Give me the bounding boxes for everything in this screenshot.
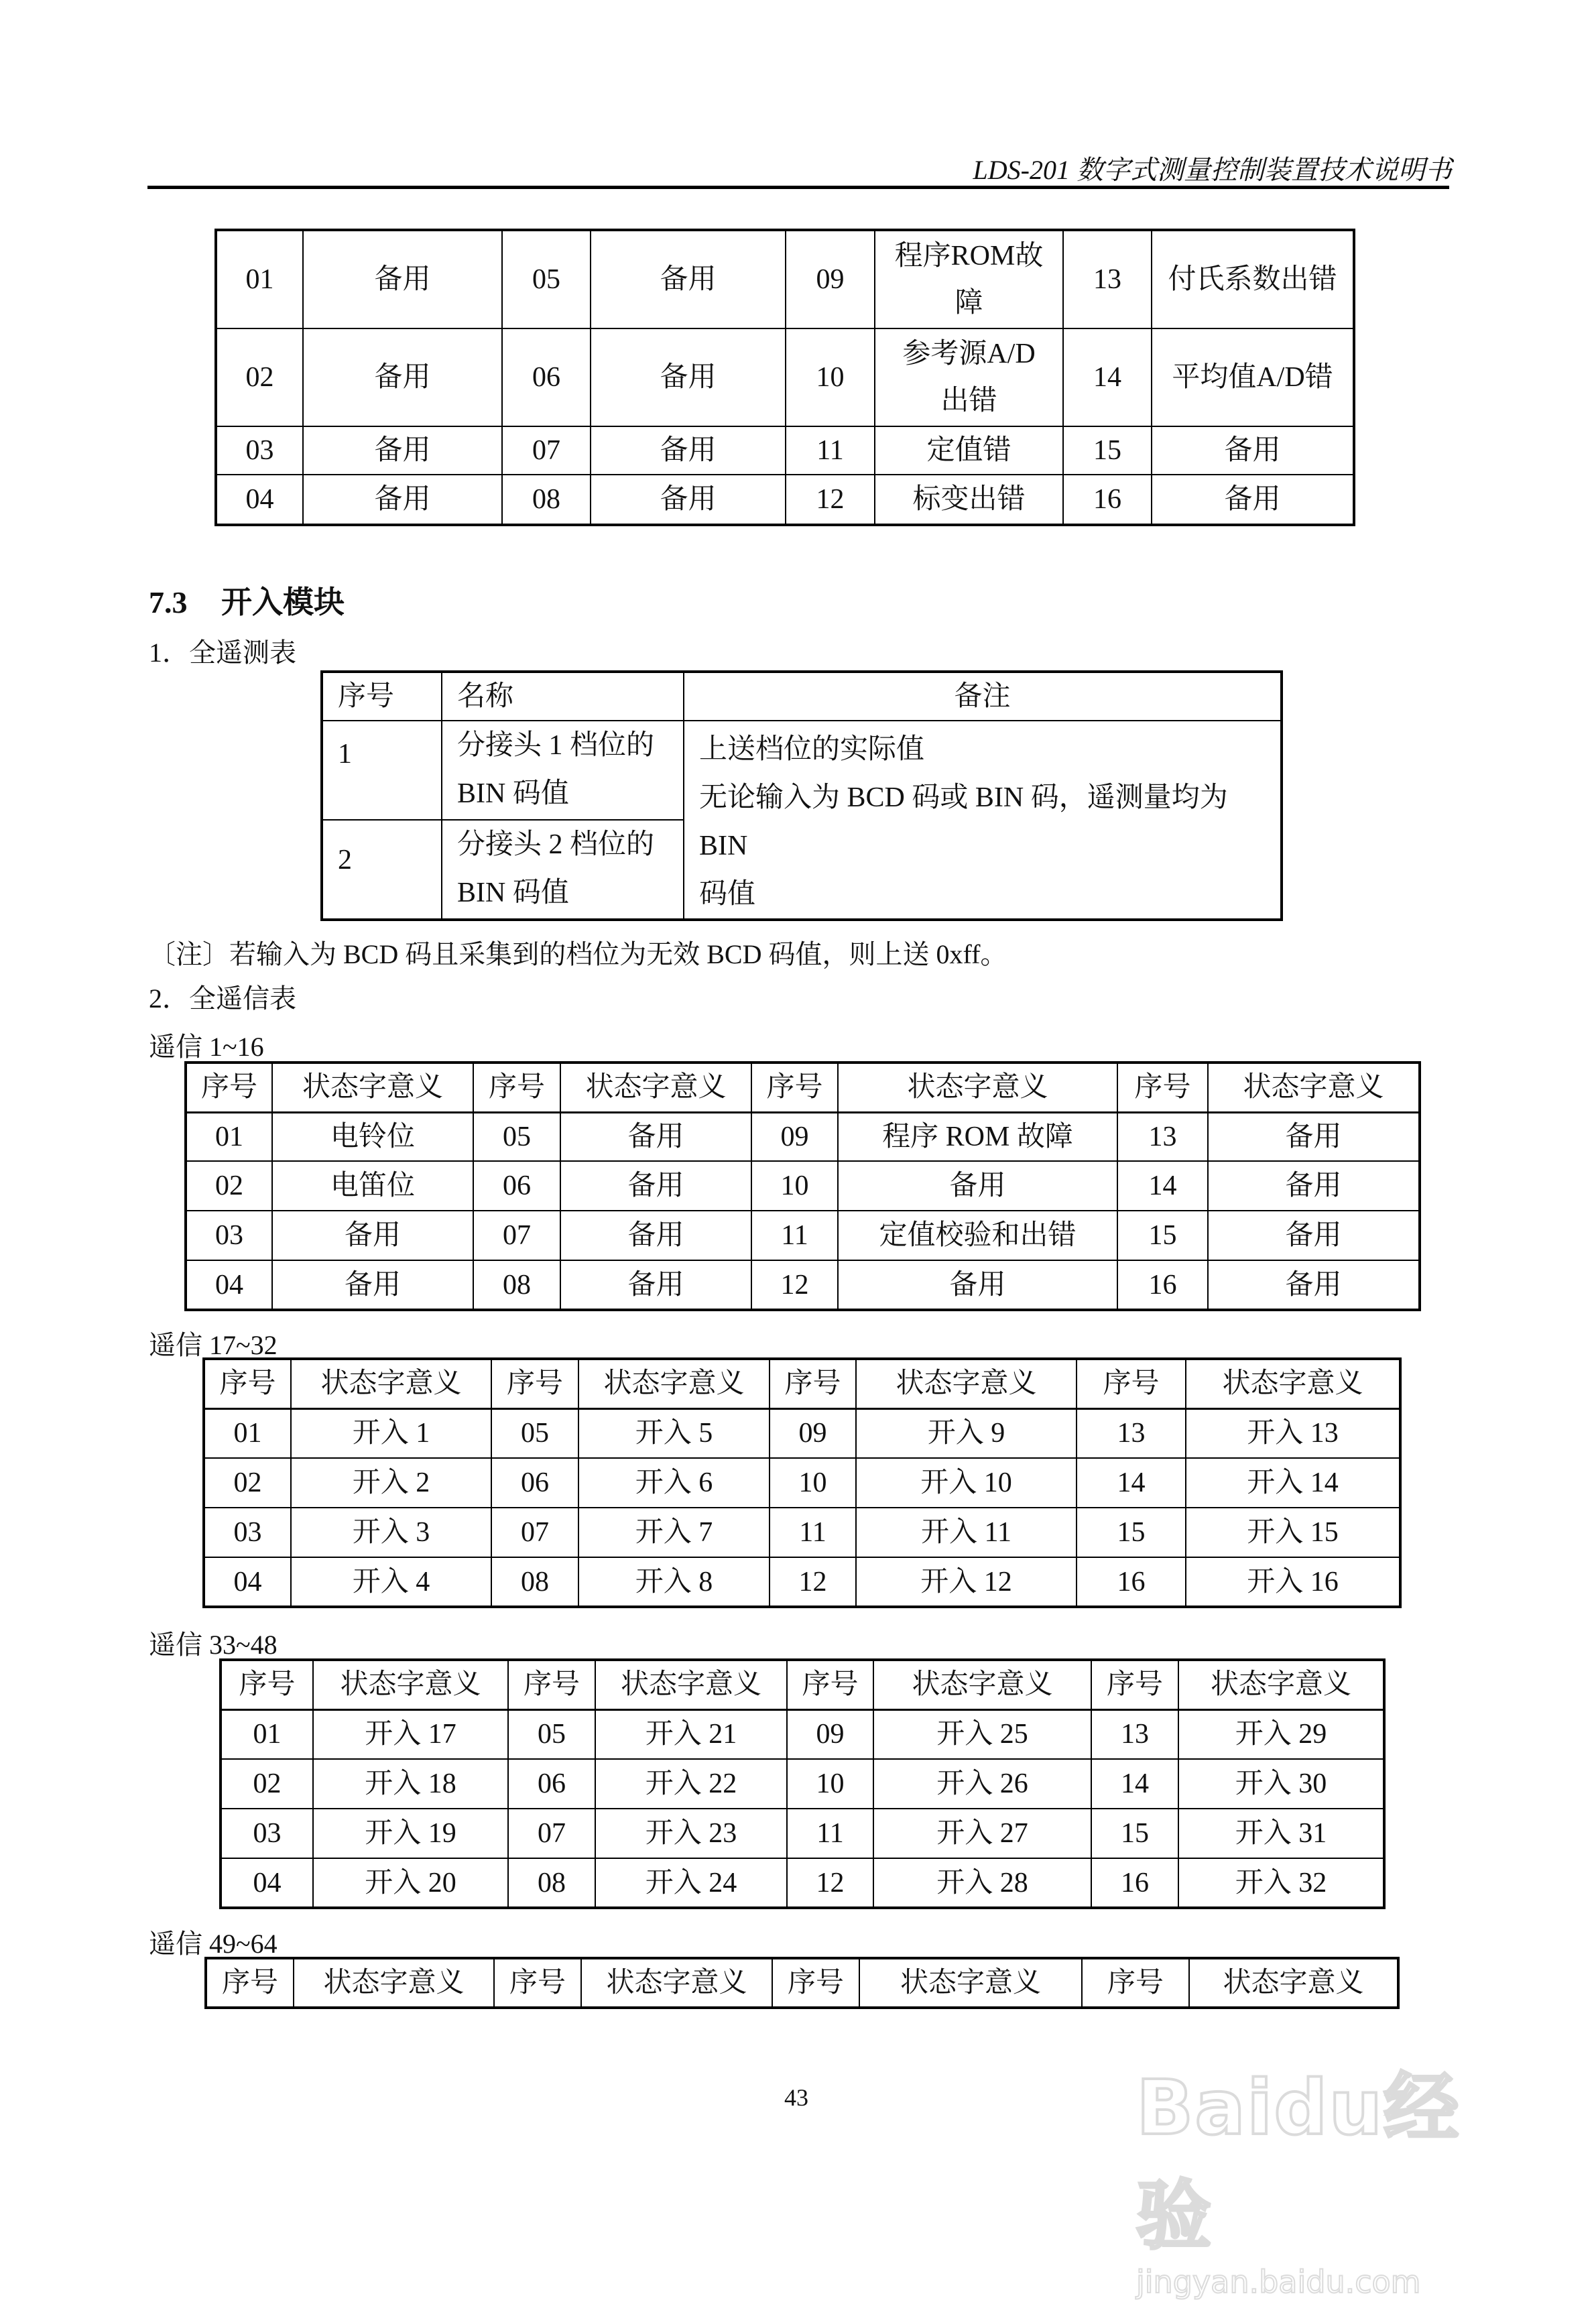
header-index: 序号 bbox=[206, 1958, 294, 2008]
cell-meaning: 开入 17 bbox=[313, 1709, 508, 1759]
cell-index: 16 bbox=[1077, 1557, 1186, 1607]
cell-meaning: 开入 27 bbox=[873, 1809, 1091, 1858]
header-index: 序号 bbox=[1091, 1660, 1178, 1709]
cell-meaning: 开入 7 bbox=[578, 1508, 770, 1557]
cell-index: 06 bbox=[508, 1759, 595, 1809]
header-meaning: 状态字意义 bbox=[272, 1063, 473, 1112]
cell-index: 13 bbox=[1117, 1112, 1208, 1161]
telemetry-heading: 1．全遥测表 bbox=[149, 638, 296, 668]
cell-index: 11 bbox=[751, 1211, 838, 1260]
cell-index: 05 bbox=[473, 1112, 560, 1161]
section-number: 7.3 bbox=[149, 585, 188, 619]
section-heading bbox=[149, 578, 345, 622]
cell-meaning: 备用 bbox=[303, 230, 502, 328]
cell-meaning: 开入 22 bbox=[595, 1759, 787, 1809]
cell-meaning: 备用 bbox=[1152, 475, 1354, 525]
cell-index: 2 bbox=[322, 820, 442, 920]
header-index: 序号 bbox=[186, 1063, 272, 1112]
header-index: 序号 bbox=[508, 1660, 595, 1709]
cell-meaning: 开入 20 bbox=[313, 1858, 508, 1908]
table-header-row bbox=[204, 1359, 1400, 1408]
table-row bbox=[216, 475, 1354, 525]
cell-index: 05 bbox=[508, 1709, 595, 1759]
cell-meaning: 备用 bbox=[838, 1260, 1117, 1310]
cell-meaning: 电铃位 bbox=[272, 1112, 473, 1161]
cell-meaning: 标变出错 bbox=[875, 475, 1063, 525]
cell-line: 分接头 2 档位的 bbox=[457, 829, 655, 860]
cell-index: 04 bbox=[216, 475, 303, 525]
cell-meaning: 备用 bbox=[1208, 1260, 1420, 1310]
cell-meaning: 备用 bbox=[591, 426, 786, 475]
cell-meaning: 开入 26 bbox=[873, 1759, 1091, 1809]
table-header-row bbox=[221, 1660, 1384, 1709]
section-title: 开入模块 bbox=[221, 585, 345, 619]
group-label: 遥信 33~48 bbox=[149, 1630, 278, 1660]
cell-index: 15 bbox=[1063, 426, 1152, 475]
baidu-jingyan-watermark bbox=[1136, 2048, 1512, 2300]
group-label: 遥信 49~64 bbox=[149, 1929, 278, 1959]
header-name: 名称 bbox=[442, 672, 684, 721]
cell-meaning: 开入 29 bbox=[1178, 1709, 1384, 1759]
cell-index: 14 bbox=[1091, 1759, 1178, 1809]
watermark-brand: Baidu经验 bbox=[1136, 2065, 1461, 2260]
header-index: 序号 bbox=[221, 1660, 313, 1709]
cell-meaning bbox=[875, 328, 1063, 426]
cell-index: 04 bbox=[186, 1260, 272, 1310]
header-index: 序号 bbox=[751, 1063, 838, 1112]
table-row bbox=[186, 1211, 1420, 1260]
cell-line: BIN 码值 bbox=[457, 877, 569, 908]
header-rule bbox=[147, 186, 1449, 189]
cell-index: 13 bbox=[1091, 1709, 1178, 1759]
table-row bbox=[204, 1408, 1400, 1458]
cell-meaning: 开入 1 bbox=[291, 1408, 491, 1458]
header-meaning: 状态字意义 bbox=[1186, 1359, 1400, 1408]
cell-index: 07 bbox=[508, 1809, 595, 1858]
remark-line: 无论输入为 BCD 码或 BIN 码，遥测量均为 BIN bbox=[699, 782, 1228, 861]
cell-meaning: 开入 16 bbox=[1186, 1557, 1400, 1607]
table-row bbox=[186, 1260, 1420, 1310]
cell-index: 06 bbox=[473, 1161, 560, 1211]
cell-meaning: 备用 bbox=[303, 475, 502, 525]
cell-index: 02 bbox=[186, 1161, 272, 1211]
header-meaning: 状态字意义 bbox=[291, 1359, 491, 1408]
cell-meaning: 备用 bbox=[272, 1260, 473, 1310]
header-meaning: 状态字意义 bbox=[581, 1958, 772, 2008]
cell-meaning: 开入 9 bbox=[856, 1408, 1077, 1458]
cell-index: 06 bbox=[491, 1458, 578, 1508]
cell-meaning: 开入 19 bbox=[313, 1809, 508, 1858]
cell-line: 出错 bbox=[940, 385, 997, 416]
cell-index: 12 bbox=[787, 1858, 873, 1908]
cell-index: 09 bbox=[786, 230, 875, 328]
telesignal-table-33-48 bbox=[219, 1658, 1386, 1909]
table-row bbox=[322, 721, 1282, 820]
cell-index: 09 bbox=[770, 1408, 856, 1458]
header-meaning: 状态字意义 bbox=[578, 1359, 770, 1408]
cell-meaning: 备用 bbox=[303, 328, 502, 426]
cell-index: 15 bbox=[1077, 1508, 1186, 1557]
table-header-row bbox=[186, 1063, 1420, 1112]
cell-index: 01 bbox=[186, 1112, 272, 1161]
cell-meaning: 开入 12 bbox=[856, 1557, 1077, 1607]
cell-index: 09 bbox=[751, 1112, 838, 1161]
cell-meaning: 程序 ROM 故障 bbox=[838, 1112, 1117, 1161]
telemetry-note: 〔注〕若输入为 BCD 码且采集到的档位为无效 BCD 码值，则上送 0xff。 bbox=[149, 939, 1007, 969]
header-index: 序号 bbox=[1117, 1063, 1208, 1112]
header-index: 序号 bbox=[204, 1359, 291, 1408]
cell-index: 16 bbox=[1063, 475, 1152, 525]
cell-meaning: 开入 31 bbox=[1178, 1809, 1384, 1858]
table-row bbox=[204, 1458, 1400, 1508]
cell-line: BIN 码值 bbox=[457, 778, 569, 809]
cell-meaning: 备用 bbox=[591, 475, 786, 525]
cell-index: 01 bbox=[221, 1709, 313, 1759]
header-index: 序号 bbox=[1077, 1359, 1186, 1408]
cell-index: 10 bbox=[786, 328, 875, 426]
cell-index: 10 bbox=[751, 1161, 838, 1211]
cell-meaning: 备用 bbox=[303, 426, 502, 475]
table-row bbox=[204, 1557, 1400, 1607]
document-header-title: LDS-201 数字式测量控制装置技术说明书 bbox=[973, 155, 1452, 185]
cell-meaning: 开入 5 bbox=[578, 1408, 770, 1458]
cell-index: 14 bbox=[1077, 1458, 1186, 1508]
cell-meaning: 备用 bbox=[272, 1211, 473, 1260]
cell-index: 03 bbox=[204, 1508, 291, 1557]
cell-meaning: 备用 bbox=[1208, 1112, 1420, 1161]
cell-meaning: 开入 3 bbox=[291, 1508, 491, 1557]
cell-index: 09 bbox=[787, 1709, 873, 1759]
group-label: 遥信 1~16 bbox=[149, 1032, 264, 1062]
header-meaning: 状态字意义 bbox=[873, 1660, 1091, 1709]
table-row bbox=[221, 1759, 1384, 1809]
cell-meaning: 开入 24 bbox=[595, 1858, 787, 1908]
cell-line: 程序ROM故 bbox=[894, 241, 1044, 271]
header-meaning: 状态字意义 bbox=[1178, 1660, 1384, 1709]
cell-index: 07 bbox=[491, 1508, 578, 1557]
cell-index: 01 bbox=[204, 1408, 291, 1458]
cell-index: 12 bbox=[786, 475, 875, 525]
cell-index: 02 bbox=[221, 1759, 313, 1809]
cell-index: 11 bbox=[786, 426, 875, 475]
table-header-row bbox=[322, 672, 1282, 721]
cell-meaning bbox=[875, 230, 1063, 328]
header-index: 序号 bbox=[772, 1958, 859, 2008]
remark-line: 上送档位的实际值 bbox=[699, 734, 925, 765]
header-meaning: 状态字意义 bbox=[560, 1063, 751, 1112]
cell-index: 11 bbox=[787, 1809, 873, 1858]
cell-meaning: 备用 bbox=[560, 1211, 751, 1260]
header-index: 序号 bbox=[322, 672, 442, 721]
cell-meaning: 开入 32 bbox=[1178, 1858, 1384, 1908]
header-index: 序号 bbox=[787, 1660, 873, 1709]
cell-index: 10 bbox=[770, 1458, 856, 1508]
cell-meaning: 开入 23 bbox=[595, 1809, 787, 1858]
cell-meaning: 定值校验和出错 bbox=[838, 1211, 1117, 1260]
cell-meaning: 开入 13 bbox=[1186, 1408, 1400, 1458]
table-row bbox=[221, 1858, 1384, 1908]
cell-index: 15 bbox=[1091, 1809, 1178, 1858]
table-row bbox=[221, 1809, 1384, 1858]
cell-line: 障 bbox=[955, 288, 983, 318]
header-index: 序号 bbox=[770, 1359, 856, 1408]
cell-index: 08 bbox=[473, 1260, 560, 1310]
cell-index: 08 bbox=[491, 1557, 578, 1607]
cell-index: 02 bbox=[204, 1458, 291, 1508]
table-row bbox=[186, 1112, 1420, 1161]
cell-meaning: 开入 14 bbox=[1186, 1458, 1400, 1508]
cell-index: 10 bbox=[787, 1759, 873, 1809]
telesignal-heading: 2．全遥信表 bbox=[149, 983, 296, 1014]
cell-meaning: 备用 bbox=[838, 1161, 1117, 1211]
cell-name bbox=[442, 721, 684, 820]
cell-meaning: 电笛位 bbox=[272, 1161, 473, 1211]
cell-meaning: 备用 bbox=[560, 1161, 751, 1211]
cell-index: 04 bbox=[204, 1557, 291, 1607]
cell-index: 14 bbox=[1117, 1161, 1208, 1211]
cell-index: 05 bbox=[491, 1408, 578, 1458]
header-meaning: 状态字意义 bbox=[859, 1958, 1082, 2008]
cell-index: 06 bbox=[502, 328, 591, 426]
cell-meaning: 备用 bbox=[591, 230, 786, 328]
cell-index: 04 bbox=[221, 1858, 313, 1908]
cell-meaning: 开入 6 bbox=[578, 1458, 770, 1508]
header-index: 序号 bbox=[494, 1958, 581, 2008]
cell-meaning: 开入 21 bbox=[595, 1709, 787, 1759]
cell-line: 参考源A/D bbox=[902, 339, 1036, 369]
cell-index: 16 bbox=[1091, 1858, 1178, 1908]
cell-meaning: 开入 8 bbox=[578, 1557, 770, 1607]
cell-index: 13 bbox=[1077, 1408, 1186, 1458]
cell-meaning: 备用 bbox=[1152, 426, 1354, 475]
cell-meaning: 开入 25 bbox=[873, 1709, 1091, 1759]
cell-index: 13 bbox=[1063, 230, 1152, 328]
cell-meaning: 备用 bbox=[591, 328, 786, 426]
header-meaning: 状态字意义 bbox=[313, 1660, 508, 1709]
status-table-continued bbox=[214, 229, 1355, 526]
cell-index: 11 bbox=[770, 1508, 856, 1557]
cell-index: 01 bbox=[216, 230, 303, 328]
header-meaning: 状态字意义 bbox=[1189, 1958, 1398, 2008]
cell-index: 03 bbox=[216, 426, 303, 475]
cell-meaning: 备用 bbox=[1208, 1211, 1420, 1260]
cell-meaning: 开入 30 bbox=[1178, 1759, 1384, 1809]
cell-index: 08 bbox=[502, 475, 591, 525]
telesignal-table-49-64 bbox=[204, 1957, 1400, 2009]
cell-index: 12 bbox=[770, 1557, 856, 1607]
table-row bbox=[221, 1709, 1384, 1759]
header-meaning: 状态字意义 bbox=[838, 1063, 1117, 1112]
table-row bbox=[216, 426, 1354, 475]
header-meaning: 状态字意义 bbox=[1208, 1063, 1420, 1112]
cell-meaning: 平均值A/D错 bbox=[1152, 328, 1354, 426]
header-index: 序号 bbox=[1082, 1958, 1189, 2008]
cell-meaning: 开入 18 bbox=[313, 1759, 508, 1809]
cell-index: 16 bbox=[1117, 1260, 1208, 1310]
cell-meaning: 开入 10 bbox=[856, 1458, 1077, 1508]
cell-meaning: 备用 bbox=[560, 1112, 751, 1161]
watermark-url: jingyan.baidu.com bbox=[1136, 2264, 1421, 2300]
cell-index: 12 bbox=[751, 1260, 838, 1310]
cell-meaning: 开入 15 bbox=[1186, 1508, 1400, 1557]
table-header-row bbox=[206, 1958, 1398, 2008]
table-row bbox=[216, 230, 1354, 328]
cell-meaning: 备用 bbox=[1208, 1161, 1420, 1211]
cell-index: 02 bbox=[216, 328, 303, 426]
cell-index: 15 bbox=[1117, 1211, 1208, 1260]
cell-line: 分接头 1 档位的 bbox=[457, 730, 655, 761]
cell-index: 03 bbox=[221, 1809, 313, 1858]
table-row bbox=[216, 328, 1354, 426]
cell-index: 07 bbox=[502, 426, 591, 475]
header-meaning: 状态字意义 bbox=[294, 1958, 494, 2008]
cell-meaning: 开入 2 bbox=[291, 1458, 491, 1508]
cell-meaning: 开入 28 bbox=[873, 1858, 1091, 1908]
cell-meaning: 付氏系数出错 bbox=[1152, 230, 1354, 328]
header-index: 序号 bbox=[473, 1063, 560, 1112]
cell-meaning: 定值错 bbox=[875, 426, 1063, 475]
table-row bbox=[186, 1161, 1420, 1211]
telemetry-table bbox=[320, 670, 1283, 921]
header-meaning: 状态字意义 bbox=[595, 1660, 787, 1709]
group-label: 遥信 17~32 bbox=[149, 1330, 278, 1360]
cell-name bbox=[442, 820, 684, 920]
table-row bbox=[204, 1508, 1400, 1557]
header-index: 序号 bbox=[491, 1359, 578, 1408]
cell-index: 03 bbox=[186, 1211, 272, 1260]
telesignal-table-1-16 bbox=[184, 1061, 1421, 1311]
cell-index: 07 bbox=[473, 1211, 560, 1260]
cell-index: 1 bbox=[322, 721, 442, 820]
cell-index: 14 bbox=[1063, 328, 1152, 426]
telesignal-table-17-32 bbox=[202, 1357, 1402, 1608]
cell-meaning: 开入 11 bbox=[856, 1508, 1077, 1557]
cell-meaning: 备用 bbox=[560, 1260, 751, 1310]
header-remark: 备注 bbox=[684, 672, 1282, 721]
cell-meaning: 开入 4 bbox=[291, 1557, 491, 1607]
cell-index: 05 bbox=[502, 230, 591, 328]
cell-index: 08 bbox=[508, 1858, 595, 1908]
page-number: 43 bbox=[784, 2084, 808, 2111]
header-meaning: 状态字意义 bbox=[856, 1359, 1077, 1408]
cell-remark bbox=[684, 721, 1282, 920]
remark-line: 码值 bbox=[699, 879, 756, 910]
